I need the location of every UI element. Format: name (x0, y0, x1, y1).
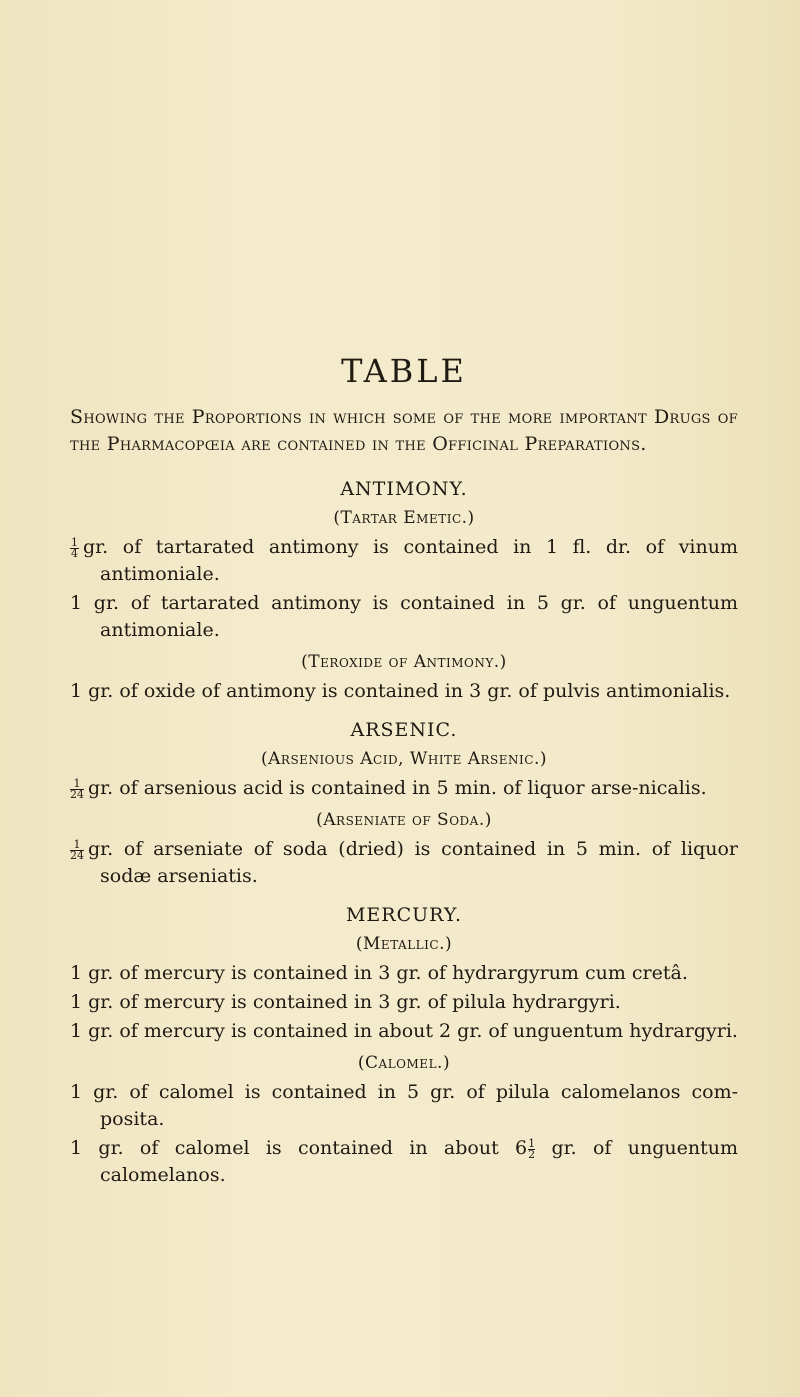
entry-text: gr. of tartarated antimony is contained in 1 fl. dr. of vinum antimoniale. (83, 536, 738, 585)
fraction-denominator: 24 (70, 848, 84, 862)
fraction (70, 776, 84, 801)
fraction-numerator: 1 (528, 1136, 536, 1150)
entry-mercury-1: 1 gr. of mercury is contained in 3 gr. of hydrargyrum cum cretâ. (70, 962, 688, 984)
entry-mercury-2: 1 gr. of mercury is contained in 3 gr. of pilula hydrargyri. (70, 991, 621, 1013)
entry-antimony-2: 1 gr. of tartarated antimony is contained in 5 gr. of unguentum antimoniale. (70, 592, 738, 641)
page-subtitle: Showing the Proportions in which some of the more important Drugs of the Pharmacopœia are contained in the Officinal Preparations. (70, 406, 738, 455)
section-heading-antimony: ANTIMONY. (340, 478, 468, 500)
entry-text-pre: 1 gr. of calomel is contained in about 6 (70, 1137, 528, 1159)
entry-text: gr. of arseniate of soda (dried) is contained in 5 min. of liquor sodæ arseniatis. (88, 838, 738, 887)
fraction (70, 837, 84, 862)
entry-mercury-4: 1 gr. of calomel is contained in 5 gr. of pilula calomelanos com-posita. (70, 1081, 738, 1130)
fraction-numerator: 1 (70, 840, 84, 851)
entry-mercury-3: 1 gr. of mercury is contained in about 2 gr. of unguentum hydrargyri. (70, 1020, 738, 1042)
fraction-numerator: 1 (71, 535, 78, 549)
fraction (70, 535, 79, 560)
subheading-teroxide: (Teroxide of Antimony.) (301, 652, 507, 672)
section-heading-mercury: MERCURY. (345, 904, 463, 926)
subheading-arseniate-soda: (Arseniate of Soda.) (316, 810, 492, 830)
fraction (528, 1136, 536, 1161)
entry-text-post: gr. of unguentum calomelanos. (100, 1137, 738, 1186)
fraction-denominator: 4 (71, 546, 78, 560)
entry-text: gr. of arsenious acid is contained in 5 min. of liquor arse-nicalis. (88, 777, 707, 799)
page-content (70, 352, 738, 1191)
subheading-arsenious-acid: (Arsenious Acid, White Arsenic.) (261, 749, 547, 769)
fraction-denominator: 24 (70, 787, 84, 801)
section-heading-arsenic: ARSENIC. (350, 719, 458, 741)
fraction-numerator: 1 (70, 779, 84, 790)
entry-mercury-5 (70, 1135, 738, 1189)
entry-antimony-1 (70, 534, 738, 588)
page-title: TABLE (341, 352, 467, 390)
subheading-metallic: (Metallic.) (355, 934, 453, 954)
entry-antimony-3: 1 gr. of oxide of antimony is contained in 3 gr. of pulvis antimonialis. (70, 680, 731, 702)
entry-arsenic-2 (70, 836, 738, 890)
subheading-tartar-emetic: (Tartar Emetic.) (333, 508, 475, 528)
subheading-calomel: (Calomel.) (357, 1053, 451, 1073)
fraction-denominator: 2 (528, 1147, 536, 1161)
entry-arsenic-1 (70, 775, 738, 802)
